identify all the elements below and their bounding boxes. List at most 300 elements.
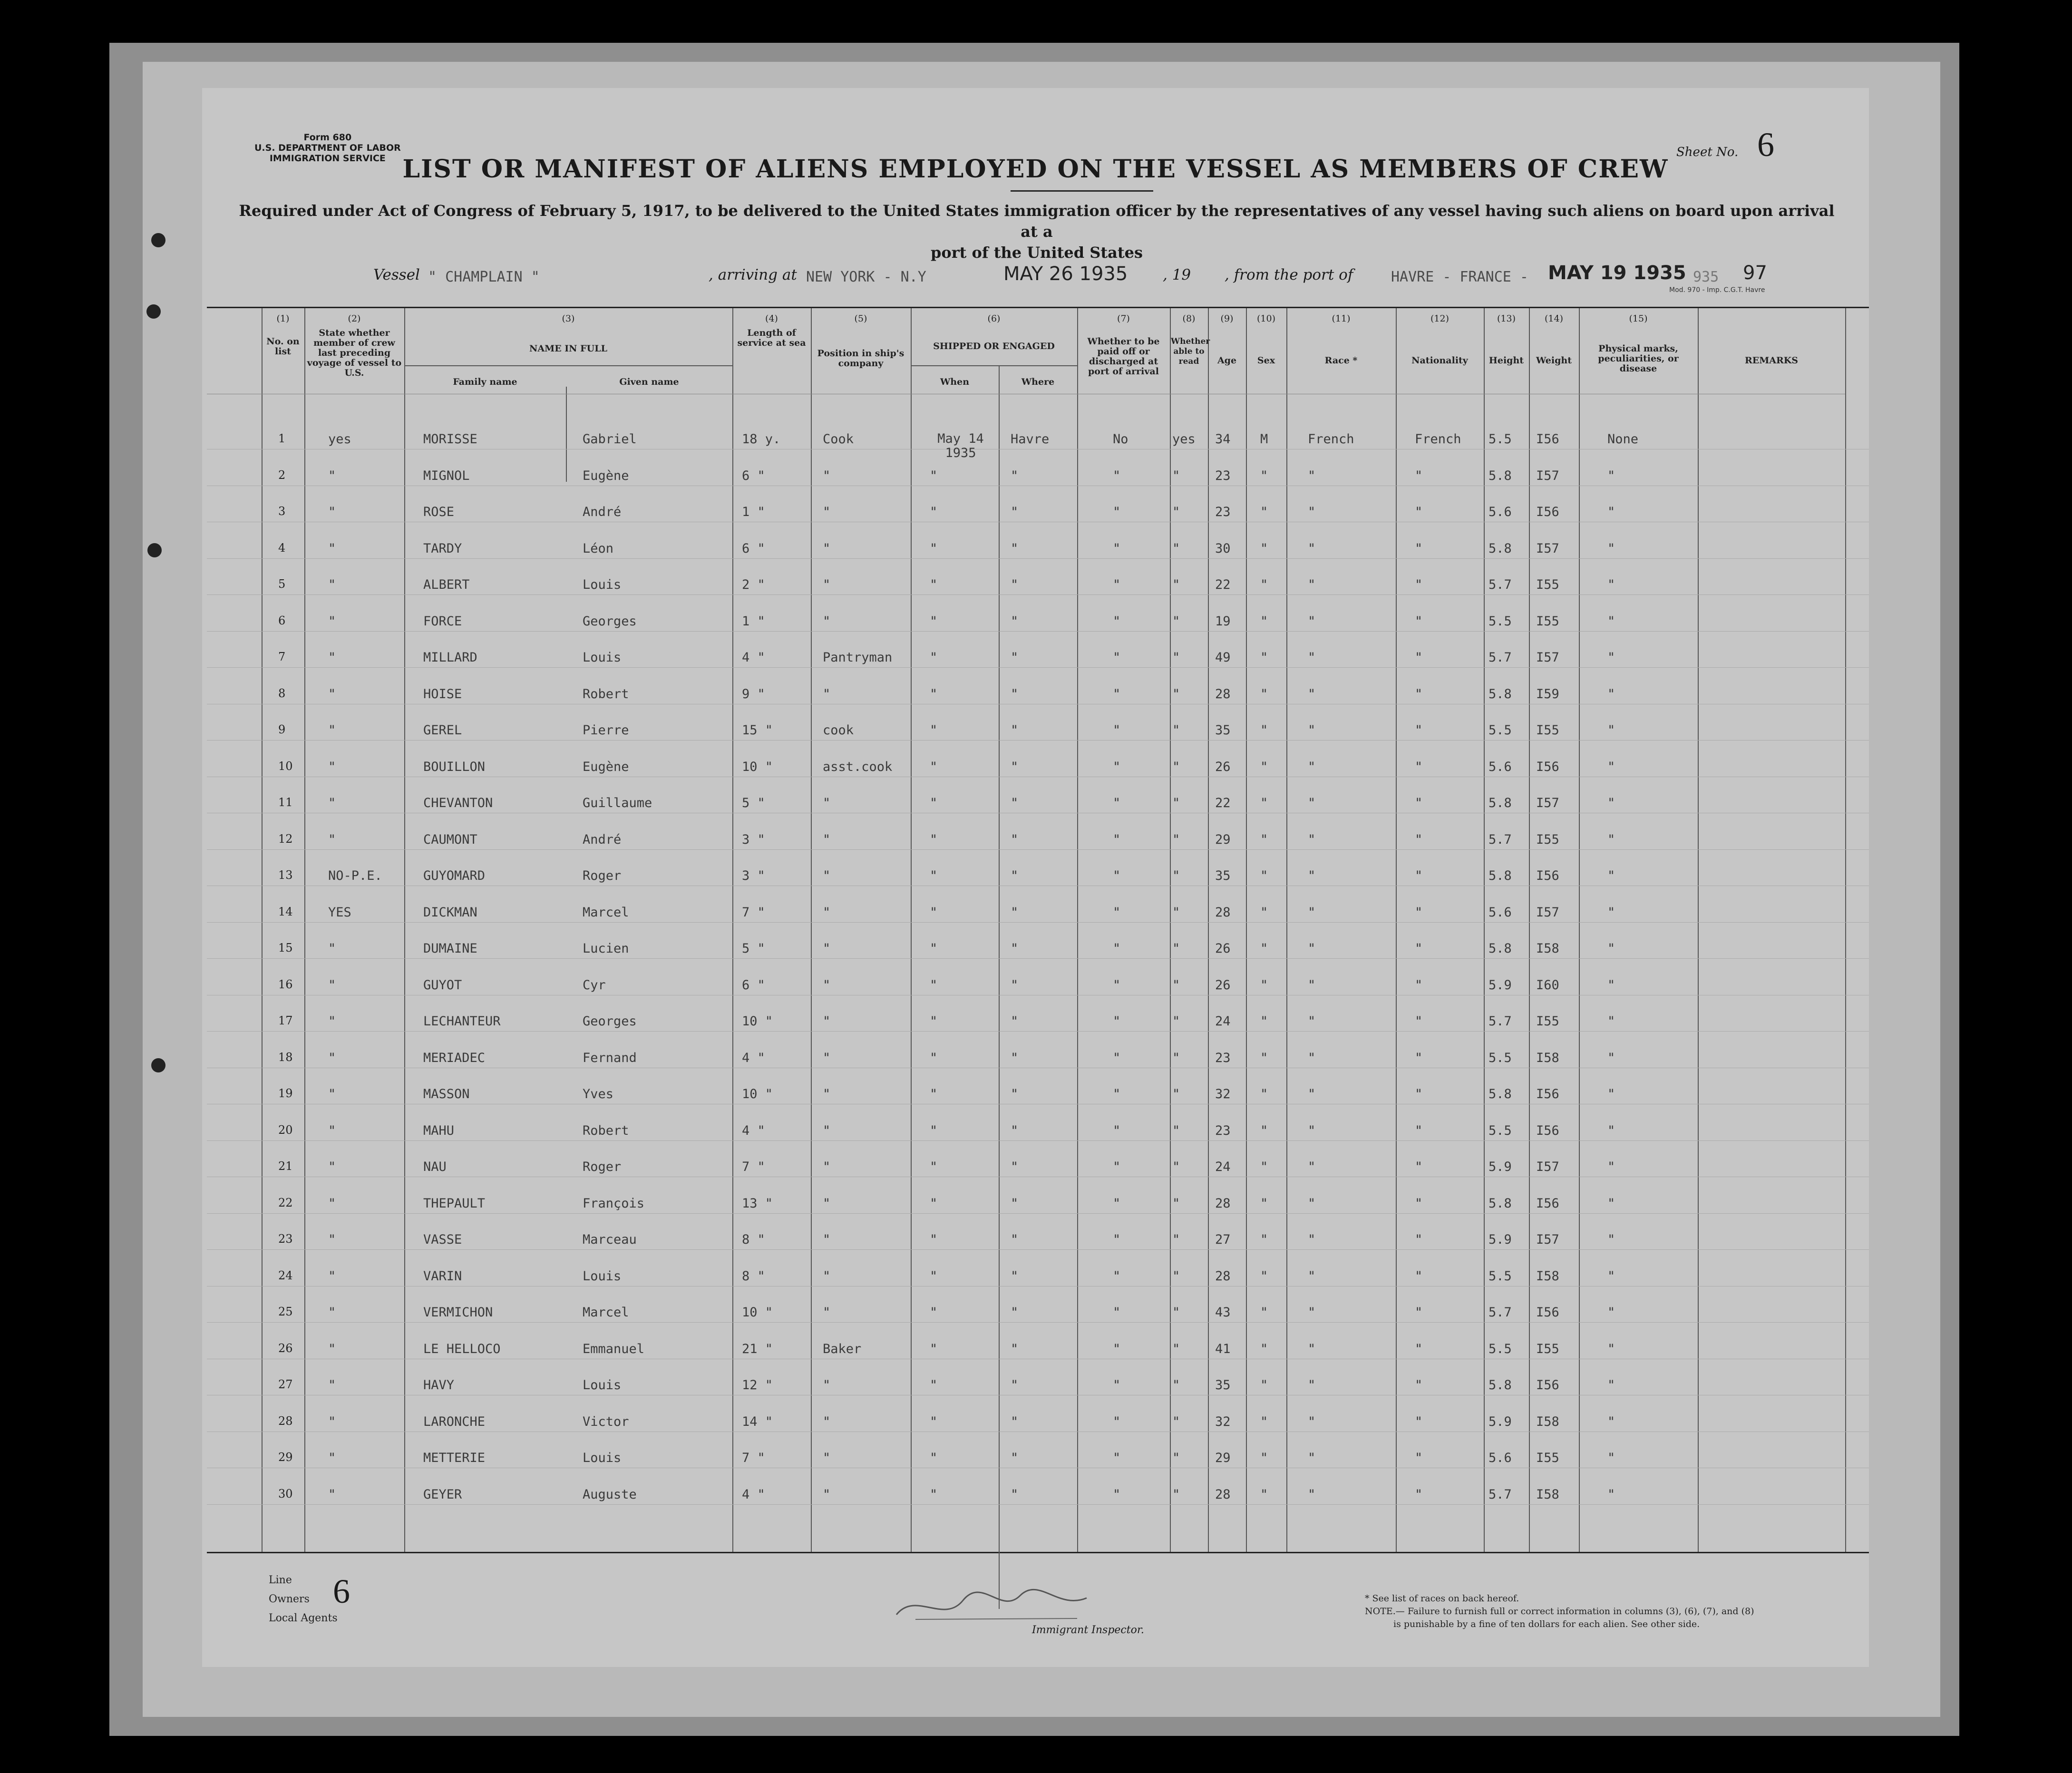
weight-cell: I55 xyxy=(1536,614,1559,629)
col12-header: Nationality xyxy=(1411,355,1468,366)
weight-cell: I56 xyxy=(1536,1196,1559,1211)
shipped-when-cell: " xyxy=(930,1232,938,1247)
age-cell: 28 xyxy=(1215,1487,1231,1502)
binder-hole-icon xyxy=(147,543,162,557)
year-label: , 19 xyxy=(1163,266,1191,283)
col5-number: (5) xyxy=(854,313,867,324)
paid-off-cell: " xyxy=(1113,1123,1121,1138)
sheet-no-label: Sheet No. xyxy=(1676,145,1739,159)
shipped-when-cell: " xyxy=(930,1087,938,1101)
col5-header: Position in ship's company xyxy=(817,348,905,369)
column-divider xyxy=(1077,308,1078,1552)
family-name-cell: CAUMONT xyxy=(423,832,477,847)
column-divider xyxy=(1698,308,1699,1552)
family-name-cell: HOISE xyxy=(423,686,462,701)
row-number: 15 xyxy=(278,941,293,955)
paid-off-cell: " xyxy=(1113,541,1121,556)
shipped-when-cell: " xyxy=(930,650,938,665)
position-cell: " xyxy=(823,468,831,483)
family-name-cell: VASSE xyxy=(423,1232,462,1247)
table-row xyxy=(207,1140,1869,1141)
binder-hole-icon xyxy=(151,1058,165,1072)
shipped-where-cell: " xyxy=(1011,1159,1019,1174)
name-header-rule xyxy=(404,365,732,366)
sex-cell: " xyxy=(1260,1305,1268,1320)
service-length-cell: 14 " xyxy=(742,1414,773,1429)
previous-voyage-cell: " xyxy=(328,577,336,592)
height-cell: 5.5 xyxy=(1488,1268,1512,1284)
shipped-where-cell: " xyxy=(1011,1487,1019,1502)
col1-header: No. on list xyxy=(266,336,300,357)
sex-cell: " xyxy=(1260,541,1268,556)
service-length-cell: 6 " xyxy=(742,541,765,556)
physical-marks-cell: " xyxy=(1607,1159,1615,1174)
column-divider xyxy=(811,308,812,1552)
nationality-cell: " xyxy=(1415,1232,1423,1247)
given-name-cell: Georges xyxy=(583,1014,637,1029)
age-cell: 26 xyxy=(1215,941,1231,956)
table-row xyxy=(207,594,1869,595)
able-to-read-cell: " xyxy=(1172,1014,1180,1029)
physical-marks-cell: " xyxy=(1607,1487,1615,1502)
weight-cell: I56 xyxy=(1536,432,1559,447)
row-number: 7 xyxy=(278,650,286,663)
able-to-read-cell: " xyxy=(1172,723,1180,738)
departure-date-stamp: MAY 19 1935 xyxy=(1548,262,1686,284)
fine-note-line-2: is punishable by a fine of ten dollars for each alien. See other side. xyxy=(1393,1619,1700,1629)
nationality-cell: " xyxy=(1415,868,1423,883)
height-cell: 5.8 xyxy=(1488,868,1512,883)
col14-number: (14) xyxy=(1544,313,1563,324)
able-to-read-cell: yes xyxy=(1172,432,1196,447)
weight-cell: I55 xyxy=(1536,1341,1559,1356)
weight-cell: I56 xyxy=(1536,1305,1559,1320)
shipped-where-cell: " xyxy=(1011,1050,1019,1065)
able-to-read-cell: " xyxy=(1172,1087,1180,1101)
height-cell: 5.9 xyxy=(1488,977,1512,993)
family-name-cell: THEPAULT xyxy=(423,1196,486,1211)
physical-marks-cell: " xyxy=(1607,977,1615,993)
previous-voyage-cell: " xyxy=(328,1159,336,1174)
family-name-cell: VERMICHON xyxy=(423,1305,493,1320)
given-name-cell: Auguste xyxy=(583,1487,637,1502)
service-length-cell: 15 " xyxy=(742,723,773,738)
shipped-when-cell: " xyxy=(930,977,938,993)
physical-marks-cell: " xyxy=(1607,468,1615,483)
family-name-cell: LECHANTEUR xyxy=(423,1014,501,1029)
sex-cell: " xyxy=(1260,577,1268,592)
position-cell: cook xyxy=(823,723,854,738)
race-cell: " xyxy=(1308,977,1316,993)
column-divider xyxy=(262,308,263,1552)
height-cell: 5.8 xyxy=(1488,541,1512,556)
physical-marks-cell: None xyxy=(1607,432,1639,447)
crew-manifest-table xyxy=(207,307,1869,1553)
height-cell: 5.5 xyxy=(1488,1050,1512,1065)
printer-mark: Mod. 970 - Imp. C.G.T. Havre xyxy=(1669,286,1765,294)
column-divider xyxy=(999,365,1000,1609)
shipped-where-cell: " xyxy=(1011,723,1019,738)
age-cell: 23 xyxy=(1215,1050,1231,1065)
sex-cell: " xyxy=(1260,1196,1268,1211)
given-name-cell: Eugène xyxy=(583,468,629,483)
sex-cell: " xyxy=(1260,905,1268,920)
column-divider xyxy=(304,308,305,1552)
shipped-where-cell: " xyxy=(1011,1268,1019,1284)
service-name: IMMIGRATION SERVICE xyxy=(269,153,386,164)
shipped-when-cell: " xyxy=(930,905,938,920)
arriving-port: NEW YORK - N.Y xyxy=(806,269,926,285)
col3-header: NAME IN FULL xyxy=(529,343,607,354)
sex-cell: " xyxy=(1260,1050,1268,1065)
family-name-cell: DICKMAN xyxy=(423,905,477,920)
shipped-when-cell: " xyxy=(930,941,938,956)
row-number: 30 xyxy=(278,1487,293,1500)
shipped-when-cell: " xyxy=(930,1414,938,1429)
shipped-when-cell: " xyxy=(930,1159,938,1174)
row-number: 13 xyxy=(278,868,293,882)
able-to-read-cell: " xyxy=(1172,977,1180,993)
sex-cell: " xyxy=(1260,614,1268,629)
inspector-label: Immigrant Inspector. xyxy=(1032,1624,1144,1636)
given-name-cell: Eugène xyxy=(583,759,629,774)
weight-cell: I57 xyxy=(1536,650,1559,665)
col8-header: Whether able to read xyxy=(1171,337,1210,366)
given-name-cell: François xyxy=(583,1196,645,1211)
height-cell: 5.8 xyxy=(1488,468,1512,483)
age-cell: 26 xyxy=(1215,759,1231,774)
vessel-label: Vessel xyxy=(373,266,420,283)
position-cell: " xyxy=(823,577,831,592)
service-length-cell: 3 " xyxy=(742,832,765,847)
race-cell: " xyxy=(1308,832,1316,847)
position-cell: Cook xyxy=(823,432,854,447)
age-cell: 30 xyxy=(1215,541,1231,556)
height-cell: 5.6 xyxy=(1488,505,1512,519)
physical-marks-cell: " xyxy=(1607,1451,1615,1465)
nationality-cell: " xyxy=(1415,650,1423,665)
able-to-read-cell: " xyxy=(1172,1268,1180,1284)
line-label: Line xyxy=(269,1574,292,1586)
paid-off-cell: " xyxy=(1113,505,1121,519)
shipped-where-cell: " xyxy=(1011,505,1019,519)
family-name-header: Family name xyxy=(453,377,517,387)
nationality-cell: " xyxy=(1415,1050,1423,1065)
family-name-cell: CHEVANTON xyxy=(423,796,493,810)
shipped-where-cell: " xyxy=(1011,650,1019,665)
service-length-cell: 4 " xyxy=(742,650,765,665)
service-length-cell: 8 " xyxy=(742,1232,765,1247)
family-name-cell: ROSE xyxy=(423,505,455,519)
row-number: 20 xyxy=(278,1123,293,1137)
page-number: 97 xyxy=(1743,262,1767,284)
age-cell: 28 xyxy=(1215,1196,1231,1211)
weight-cell: I58 xyxy=(1536,1050,1559,1065)
able-to-read-cell: " xyxy=(1172,1487,1180,1502)
row-number: 26 xyxy=(278,1341,293,1355)
race-cell: " xyxy=(1308,941,1316,956)
col8-number: (8) xyxy=(1182,313,1196,324)
age-cell: 26 xyxy=(1215,977,1231,993)
height-cell: 5.7 xyxy=(1488,1014,1512,1029)
age-cell: 19 xyxy=(1215,614,1231,629)
shipped-where-cell: " xyxy=(1011,941,1019,956)
form-number: Form 680 xyxy=(303,132,352,143)
height-cell: 5.6 xyxy=(1488,1451,1512,1465)
given-name-cell: Louis xyxy=(583,650,622,665)
row-number: 1 xyxy=(278,432,286,445)
age-cell: 23 xyxy=(1215,468,1231,483)
sex-cell: " xyxy=(1260,796,1268,810)
nationality-cell: " xyxy=(1415,1487,1423,1502)
race-cell: " xyxy=(1308,1487,1316,1502)
previous-voyage-cell: " xyxy=(328,541,336,556)
race-cell: " xyxy=(1308,1159,1316,1174)
col13-header: Height xyxy=(1488,355,1524,366)
given-name-cell: Georges xyxy=(583,614,637,629)
nationality-cell: " xyxy=(1415,686,1423,701)
sex-cell: " xyxy=(1260,505,1268,519)
row-number: 16 xyxy=(278,977,293,991)
race-cell: " xyxy=(1308,1451,1316,1465)
paid-off-cell: " xyxy=(1113,941,1121,956)
shipped-when-cell: " xyxy=(930,1268,938,1284)
service-length-cell: 7 " xyxy=(742,1159,765,1174)
age-cell: 32 xyxy=(1215,1087,1231,1101)
weight-cell: I57 xyxy=(1536,796,1559,810)
weight-cell: I56 xyxy=(1536,759,1559,774)
age-cell: 23 xyxy=(1215,505,1231,519)
previous-voyage-cell: " xyxy=(328,941,336,956)
able-to-read-cell: " xyxy=(1172,468,1180,483)
service-length-cell: 9 " xyxy=(742,686,765,701)
column-divider xyxy=(1484,308,1485,1552)
able-to-read-cell: " xyxy=(1172,1050,1180,1065)
height-cell: 5.6 xyxy=(1488,905,1512,920)
sex-cell: " xyxy=(1260,1123,1268,1138)
shipped-when-cell: " xyxy=(930,541,938,556)
physical-marks-cell: " xyxy=(1607,1232,1615,1247)
paid-off-cell: " xyxy=(1113,1487,1121,1502)
service-length-cell: 4 " xyxy=(742,1123,765,1138)
col13-number: (13) xyxy=(1497,313,1516,324)
column-divider xyxy=(1579,308,1580,1552)
able-to-read-cell: " xyxy=(1172,505,1180,519)
able-to-read-cell: " xyxy=(1172,759,1180,774)
family-name-cell: MASSON xyxy=(423,1087,470,1101)
paid-off-cell: " xyxy=(1113,650,1121,665)
able-to-read-cell: " xyxy=(1172,614,1180,629)
previous-voyage-cell: " xyxy=(328,977,336,993)
paid-off-cell: " xyxy=(1113,905,1121,920)
given-name-cell: Louis xyxy=(583,1451,622,1465)
row-number: 9 xyxy=(278,723,286,736)
paid-off-cell: " xyxy=(1113,1159,1121,1174)
able-to-read-cell: " xyxy=(1172,832,1180,847)
able-to-read-cell: " xyxy=(1172,868,1180,883)
arrival-date-stamp: MAY 26 1935 xyxy=(1003,263,1128,285)
paid-off-cell: " xyxy=(1113,686,1121,701)
physical-marks-cell: " xyxy=(1607,941,1615,956)
weight-cell: I56 xyxy=(1536,1378,1559,1393)
table-row xyxy=(207,667,1869,668)
family-name-cell: LE HELLOCO xyxy=(423,1341,501,1356)
arriving-label: , arriving at xyxy=(709,266,797,283)
family-name-cell: GEREL xyxy=(423,723,462,738)
nationality-cell: " xyxy=(1415,1305,1423,1320)
paid-off-cell: " xyxy=(1113,468,1121,483)
shipped-where-cell: " xyxy=(1011,759,1019,774)
row-number: 28 xyxy=(278,1414,293,1428)
service-length-cell: 6 " xyxy=(742,468,765,483)
nationality-cell: " xyxy=(1415,905,1423,920)
shipped-when-cell: " xyxy=(930,1341,938,1356)
age-cell: 24 xyxy=(1215,1014,1231,1029)
family-name-cell: GUYOT xyxy=(423,977,462,993)
weight-cell: I57 xyxy=(1536,905,1559,920)
service-length-cell: 8 " xyxy=(742,1268,765,1284)
col6-number: (6) xyxy=(987,313,1001,324)
paid-off-cell: " xyxy=(1113,614,1121,629)
race-cell: " xyxy=(1308,686,1316,701)
previous-voyage-cell: " xyxy=(328,759,336,774)
race-cell: " xyxy=(1308,868,1316,883)
given-name-cell: Louis xyxy=(583,1268,622,1284)
given-name-header: Given name xyxy=(619,377,679,387)
paid-off-cell: No xyxy=(1113,432,1128,447)
given-name-cell: Marcel xyxy=(583,905,629,920)
position-cell: " xyxy=(823,1123,831,1138)
position-cell: asst.cook xyxy=(823,759,893,774)
able-to-read-cell: " xyxy=(1172,1123,1180,1138)
physical-marks-cell: " xyxy=(1607,577,1615,592)
physical-marks-cell: " xyxy=(1607,1305,1615,1320)
family-name-cell: MERIADEC xyxy=(423,1050,486,1065)
position-cell: " xyxy=(823,977,831,993)
position-cell: " xyxy=(823,1087,831,1101)
col9-header: Age xyxy=(1217,355,1237,366)
able-to-read-cell: " xyxy=(1172,686,1180,701)
shipped-where-cell: " xyxy=(1011,1087,1019,1101)
family-name-cell: VARIN xyxy=(423,1268,462,1284)
nationality-cell: " xyxy=(1415,614,1423,629)
age-cell: 27 xyxy=(1215,1232,1231,1247)
given-name-cell: Marceau xyxy=(583,1232,637,1247)
physical-marks-cell: " xyxy=(1607,1123,1615,1138)
shipped-where-cell: " xyxy=(1011,905,1019,920)
race-cell: " xyxy=(1308,1014,1316,1029)
paid-off-cell: " xyxy=(1113,577,1121,592)
shipped-when-cell: " xyxy=(930,686,938,701)
row-number: 19 xyxy=(278,1087,293,1100)
shipped-where-cell: " xyxy=(1011,686,1019,701)
family-name-cell: METTERIE xyxy=(423,1451,486,1465)
service-length-cell: 1 " xyxy=(742,614,765,629)
paid-off-cell: " xyxy=(1113,1378,1121,1393)
height-cell: 5.5 xyxy=(1488,723,1512,738)
nationality-cell: " xyxy=(1415,505,1423,519)
weight-cell: I58 xyxy=(1536,1487,1559,1502)
nationality-cell: " xyxy=(1415,541,1423,556)
age-cell: 29 xyxy=(1215,1451,1231,1465)
previous-voyage-cell: NO-P.E. xyxy=(328,868,382,883)
given-name-cell: Lucien xyxy=(583,941,629,956)
shipped-where-cell: " xyxy=(1011,1378,1019,1393)
sex-cell: " xyxy=(1260,868,1268,883)
nationality-cell: " xyxy=(1415,759,1423,774)
weight-cell: I56 xyxy=(1536,868,1559,883)
col1-number: (1) xyxy=(276,313,290,324)
table-row xyxy=(207,1322,1869,1323)
sex-cell: " xyxy=(1260,1487,1268,1502)
weight-cell: I57 xyxy=(1536,1159,1559,1174)
able-to-read-cell: " xyxy=(1172,1159,1180,1174)
physical-marks-cell: " xyxy=(1607,759,1615,774)
weight-cell: I58 xyxy=(1536,941,1559,956)
col15-number: (15) xyxy=(1629,313,1648,324)
family-name-cell: LARONCHE xyxy=(423,1414,486,1429)
given-name-cell: Roger xyxy=(583,1159,622,1174)
age-cell: 28 xyxy=(1215,905,1231,920)
shipped-where-cell: " xyxy=(1011,1196,1019,1211)
shipped-when-cell: " xyxy=(930,505,938,519)
service-length-cell: 7 " xyxy=(742,1451,765,1465)
col2-number: (2) xyxy=(348,313,361,324)
position-cell: " xyxy=(823,868,831,883)
family-name-cell: BOUILLON xyxy=(423,759,486,774)
age-cell: 43 xyxy=(1215,1305,1231,1320)
col4-number: (4) xyxy=(765,313,778,324)
sex-cell: " xyxy=(1260,1451,1268,1465)
race-cell: " xyxy=(1308,1196,1316,1211)
sex-cell: " xyxy=(1260,977,1268,993)
race-cell: French xyxy=(1308,432,1354,447)
sex-cell: " xyxy=(1260,1414,1268,1429)
weight-cell: I58 xyxy=(1536,1268,1559,1284)
row-number: 23 xyxy=(278,1232,293,1246)
sheet-no-value: 6 xyxy=(1757,126,1774,164)
shipped-where-cell: " xyxy=(1011,577,1019,592)
nationality-cell: " xyxy=(1415,1159,1423,1174)
given-name-cell: Guillaume xyxy=(583,796,652,810)
shipped-when-cell: " xyxy=(930,832,938,847)
position-cell: Baker xyxy=(823,1341,862,1356)
races-note: * See list of races on back hereof. xyxy=(1365,1593,1519,1604)
nationality-cell: " xyxy=(1415,1414,1423,1429)
nationality-cell: " xyxy=(1415,941,1423,956)
age-cell: 35 xyxy=(1215,868,1231,883)
col11-header: Race * xyxy=(1324,355,1358,366)
given-name-cell: Marcel xyxy=(583,1305,629,1320)
position-cell: " xyxy=(823,1305,831,1320)
previous-voyage-cell: " xyxy=(328,1087,336,1101)
row-number: 25 xyxy=(278,1305,293,1318)
row-number: 2 xyxy=(278,468,286,482)
family-name-cell: MORISSE xyxy=(423,432,477,447)
physical-marks-cell: " xyxy=(1607,541,1615,556)
given-name-cell: Cyr xyxy=(583,977,606,993)
position-cell: " xyxy=(823,1487,831,1502)
service-length-cell: 7 " xyxy=(742,905,765,920)
previous-voyage-cell: " xyxy=(328,1487,336,1502)
age-cell: 35 xyxy=(1215,723,1231,738)
sex-cell: " xyxy=(1260,1014,1268,1029)
height-cell: 5.5 xyxy=(1488,432,1512,447)
given-name-cell: Gabriel xyxy=(583,432,637,447)
shipped-when-cell: " xyxy=(930,1123,938,1138)
shipped-where-cell: " xyxy=(1011,832,1019,847)
nationality-cell: " xyxy=(1415,577,1423,592)
